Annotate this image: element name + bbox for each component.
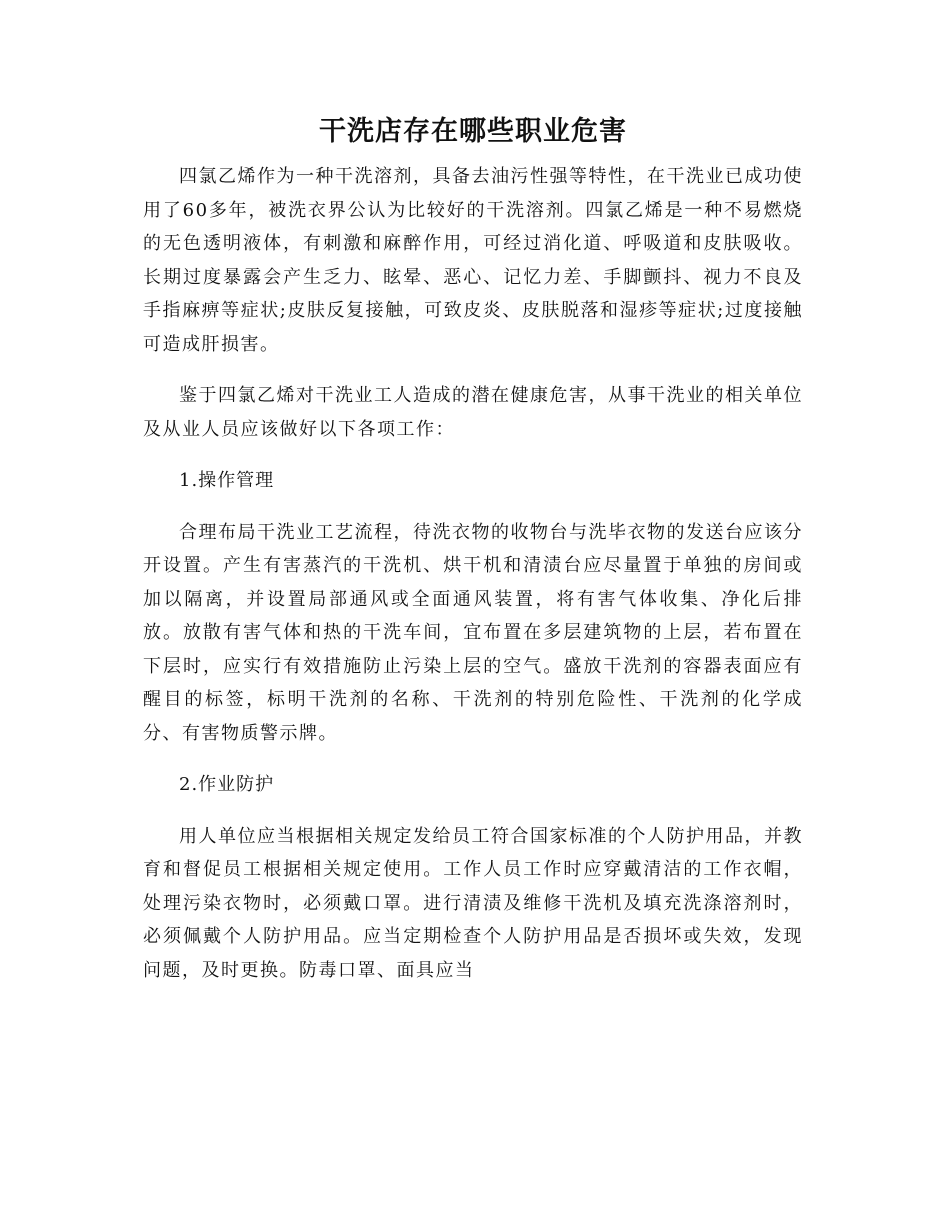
paragraph-intro: 四氯乙烯作为一种干洗溶剂，具备去油污性强等特性，在干洗业已成功使用了60多年，被洗衣界公认为比较好的干洗溶剂。四氯乙烯是一种不易燃烧的无色透明液体，有刺激和麻醉作用，可经过消化道、呼吸道和皮肤吸收。长期过度暴露会产生乏力、眩晕、恶心、记忆力差、手脚颤抖、视力不良及手指麻痹等症状;皮肤反复接触，可致皮炎、皮肤脱落和湿疹等症状;过度接触可造成肝损害。 [143,166,803,355]
document-page [143,112,803,1005]
document-title: 干洗店存在哪些职业危害 [319,116,627,147]
section-heading-operation: 1.操作管理 [179,470,275,491]
paragraph-protection: 用人单位应当根据相关规定发给员工符合国家标准的个人防护用品，并教育和督促员工根据相关规定使用。工作人员工作时应穿戴清洁的工作衣帽，处理污染衣物时，必须戴口罩。进行清渍及维修干洗机及填充洗涤溶剂时，必须佩戴个人防护用品。应当定期检查个人防护用品是否损坏或失效，发现问题，及时更换。防毒口罩、面具应当 [143,825,803,981]
paragraph-measures: 鉴于四氯乙烯对干洗业工人造成的潜在健康危害，从事干洗业的相关单位及从业人员应该做好以下各项工作： [143,385,803,440]
section-heading-protection: 2.作业防护 [179,774,275,795]
paragraph-operation: 合理布局干洗业工艺流程，待洗衣物的收物台与洗毕衣物的发送台应该分开设置。产生有害蒸汽的干洗机、烘干机和清渍台应尽量置于单独的房间或加以隔离，并设置局部通风或全面通风装置，将有害气体收集、净化后排放。放散有害气体和热的干洗车间，宜布置在多层建筑物的上层，若布置在下层时，应实行有效措施防止污染上层的空气。盛放干洗剂的容器表面应有醒目的标签，标明干洗剂的名称、干洗剂的特别危险性、干洗剂的化学成分、有害物质警示牌。 [143,521,803,744]
